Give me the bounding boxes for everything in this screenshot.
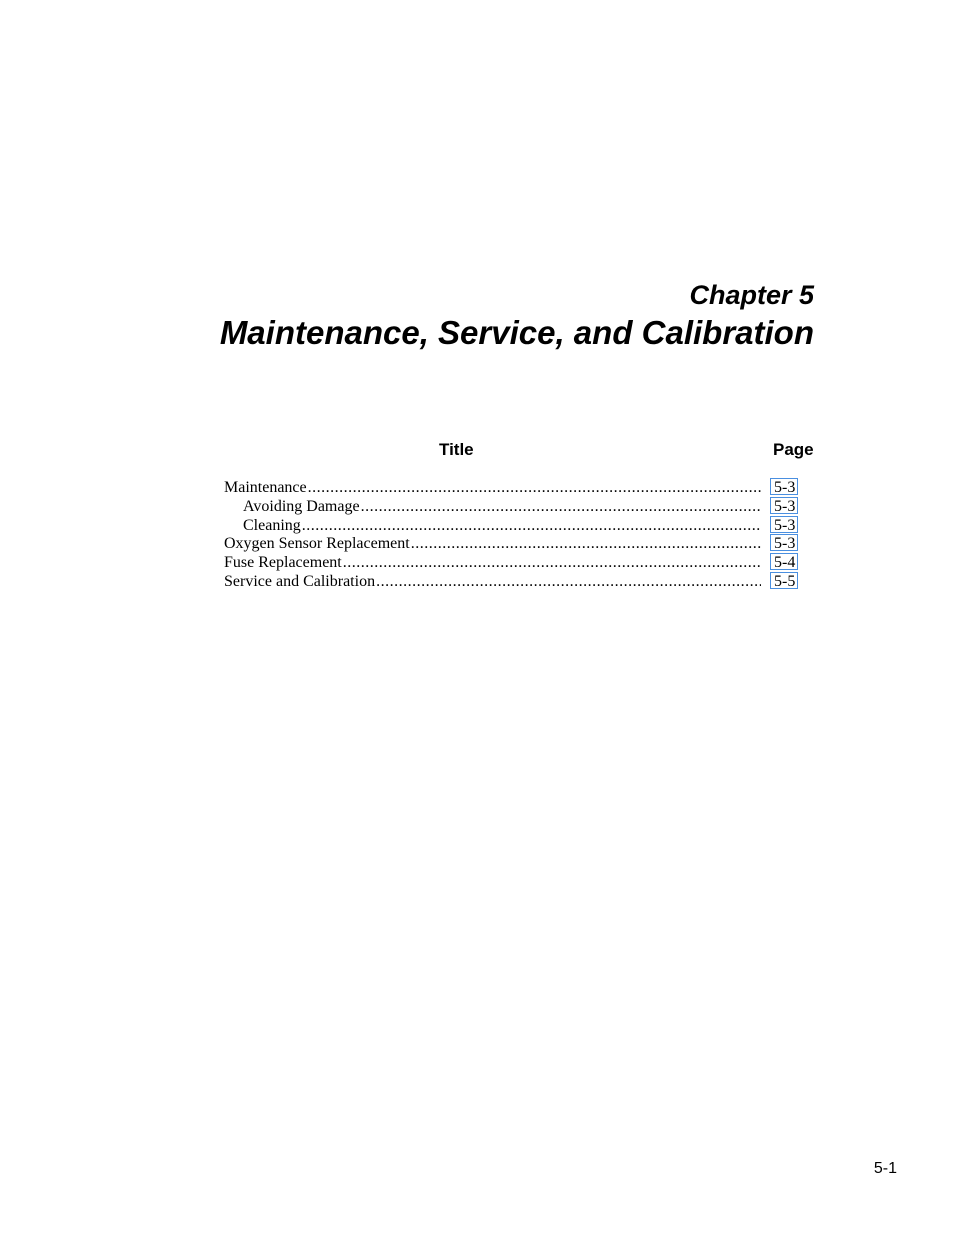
toc-page-link[interactable]: 5-3	[770, 497, 798, 514]
table-of-contents	[224, 478, 798, 591]
chapter-title: Maintenance, Service, and Calibration	[219, 314, 814, 351]
toc-entry-title: Maintenance	[224, 479, 307, 496]
dot-leader	[308, 479, 761, 497]
dot-leader	[376, 573, 761, 591]
toc-entry-title: Service and Calibration	[224, 572, 376, 590]
dot-leader	[361, 498, 761, 516]
toc-header-page: Page	[773, 440, 814, 459]
footer-page-number: 5-1	[873, 1160, 897, 1177]
toc-page-link[interactable]: 5-3	[770, 534, 798, 551]
toc-page-link[interactable]: 5-4	[770, 553, 798, 570]
toc-page-link[interactable]: 5-3	[770, 478, 798, 495]
toc-entry-title: Cleaning	[243, 516, 301, 534]
toc-page-link[interactable]: 5-5	[770, 572, 798, 589]
toc-entry-avoiding-damage[interactable]	[224, 497, 798, 516]
toc-entry-title: Avoiding Damage	[243, 497, 360, 515]
toc-entry-maintenance[interactable]	[224, 478, 798, 497]
toc-entry-title: Oxygen Sensor Replacement	[224, 535, 410, 553]
toc-page-link[interactable]: 5-3	[770, 516, 798, 533]
toc-entry-title: Fuse Replacement	[224, 554, 342, 572]
toc-entry-fuse-replacement[interactable]	[224, 553, 798, 572]
chapter-label: Chapter 5	[689, 280, 814, 310]
toc-entry-cleaning[interactable]	[224, 516, 798, 535]
dot-leader	[343, 554, 761, 572]
toc-entry-oxygen-sensor-replacement[interactable]	[224, 534, 798, 553]
dot-leader	[411, 535, 761, 553]
toc-entry-service-and-calibration[interactable]	[224, 572, 798, 591]
toc-header-title: Title	[439, 440, 474, 459]
dot-leader	[302, 517, 761, 535]
